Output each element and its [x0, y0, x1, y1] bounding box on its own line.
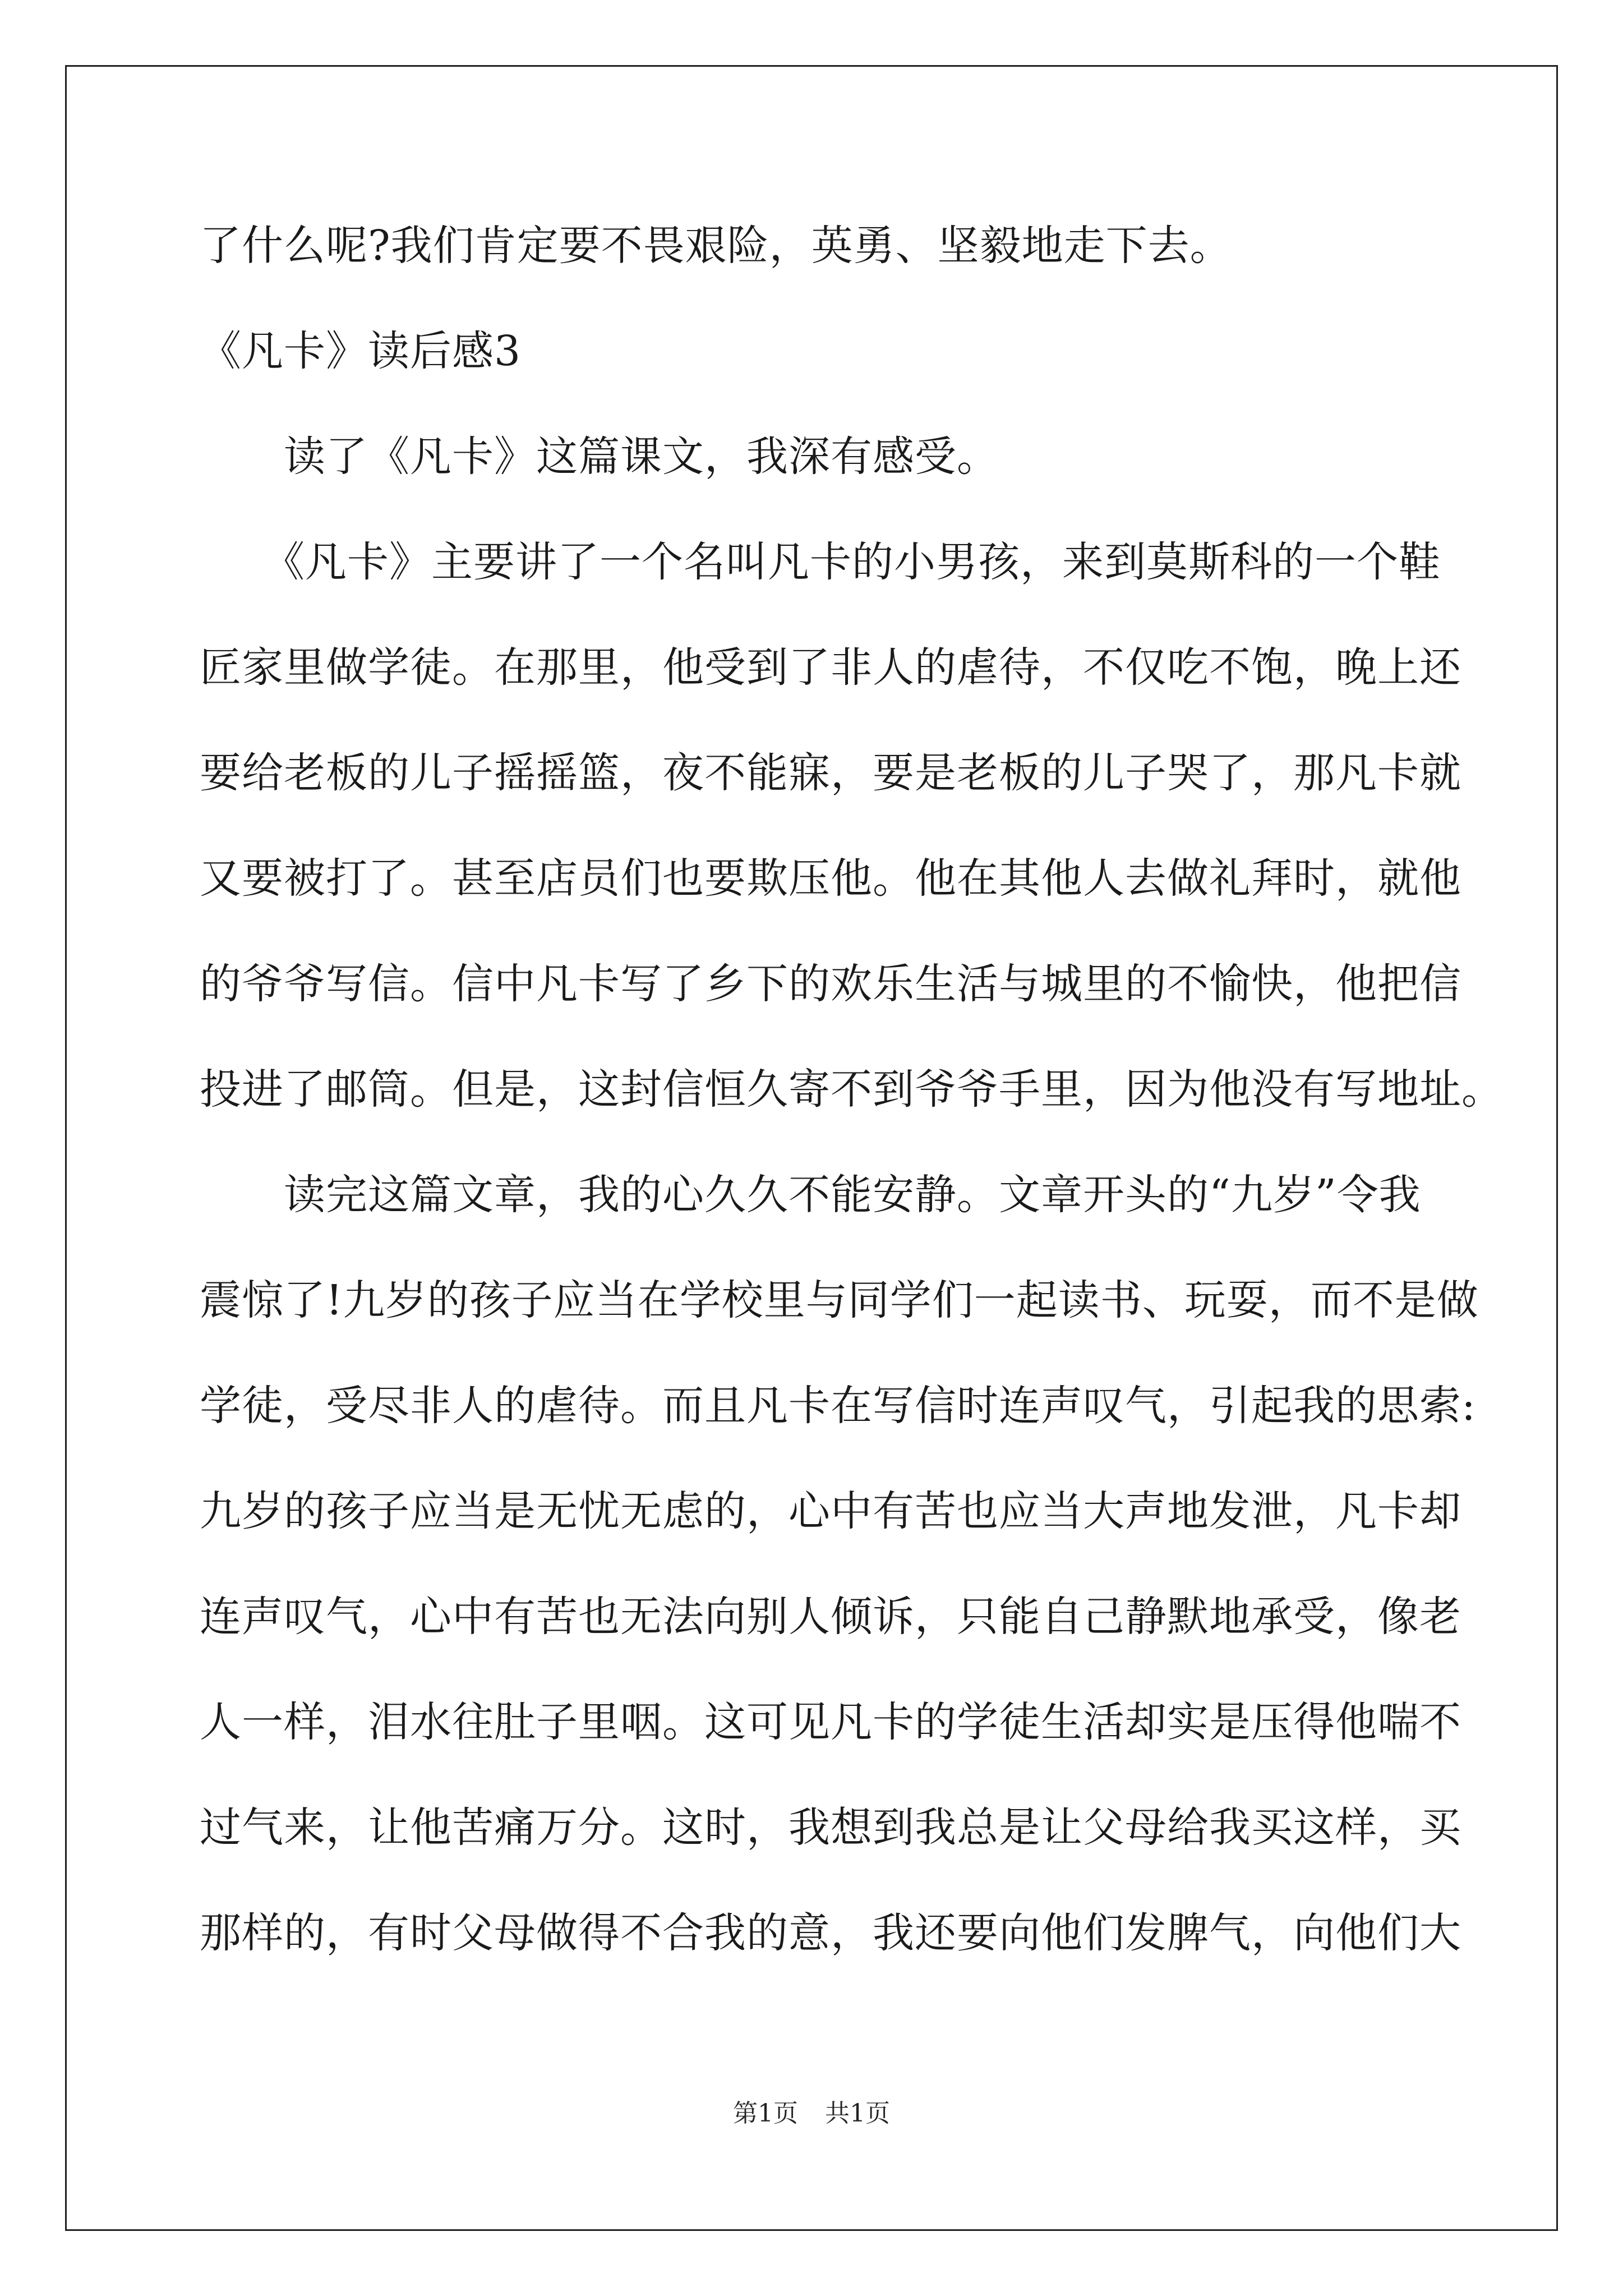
text-line: 人一样，泪水往肚子里咽。这可见凡卡的学徒生活却实是压得他喘不 [200, 1698, 1461, 1746]
text-line: 要给老板的儿子摇摇篮，夜不能寐，要是老板的儿子哭了，那凡卡就 [200, 749, 1461, 797]
text-line: 投进了邮筒。但是，这封信恒久寄不到爷爷手里，因为他没有写地址。 [200, 1065, 1504, 1114]
text-line: 那样的，有时父母做得不合我的意，我还要向他们发脾气，向他们大 [200, 1909, 1461, 1957]
page-total: 共1页 [825, 2099, 890, 2128]
text-line: 读了《凡卡》这篇课文，我深有感受。 [200, 432, 999, 481]
section-heading: 《凡卡》读后感3 [200, 327, 522, 375]
text-line: 匠家里做学徒。在那里，他受到了非人的虐待，不仅吃不饱，晚上还 [200, 643, 1461, 692]
page-footer [0, 2097, 1623, 2131]
text-line: 学徒，受尽非人的虐待。而且凡卡在写信时连声叹气，引起我的思索: [200, 1382, 1476, 1430]
text-line: 连声叹气，心中有苦也无法向别人倾诉，只能自己静默地承受，像老 [200, 1593, 1461, 1641]
text-line: 《凡卡》主要讲了一个名叫凡卡的小男孩，来到莫斯科的一个鞋 [200, 538, 1441, 586]
text-line: 震惊了!九岁的孩子应当在学校里与同学们一起读书、玩耍，而不是做 [200, 1276, 1479, 1324]
text-line: 了什么呢?我们肯定要不畏艰险，英勇、坚毅地走下去。 [200, 222, 1232, 270]
text-line: 过气来，让他苦痛万分。这时，我想到我总是让父母给我买这样，买 [200, 1803, 1461, 1852]
page-number: 第1页 [733, 2099, 798, 2128]
text-line: 读完这篇文章，我的心久久不能安静。文章开头的“九岁”令我 [200, 1171, 1421, 1219]
text-line: 又要被打了。甚至店员们也要欺压他。他在其他人去做礼拜时，就他 [200, 854, 1461, 903]
text-line: 的爷爷写信。信中凡卡写了乡下的欢乐生活与城里的不愉快，他把信 [200, 960, 1461, 1008]
text-line: 九岁的孩子应当是无忧无虑的，心中有苦也应当大声地发泄，凡卡却 [200, 1487, 1461, 1535]
